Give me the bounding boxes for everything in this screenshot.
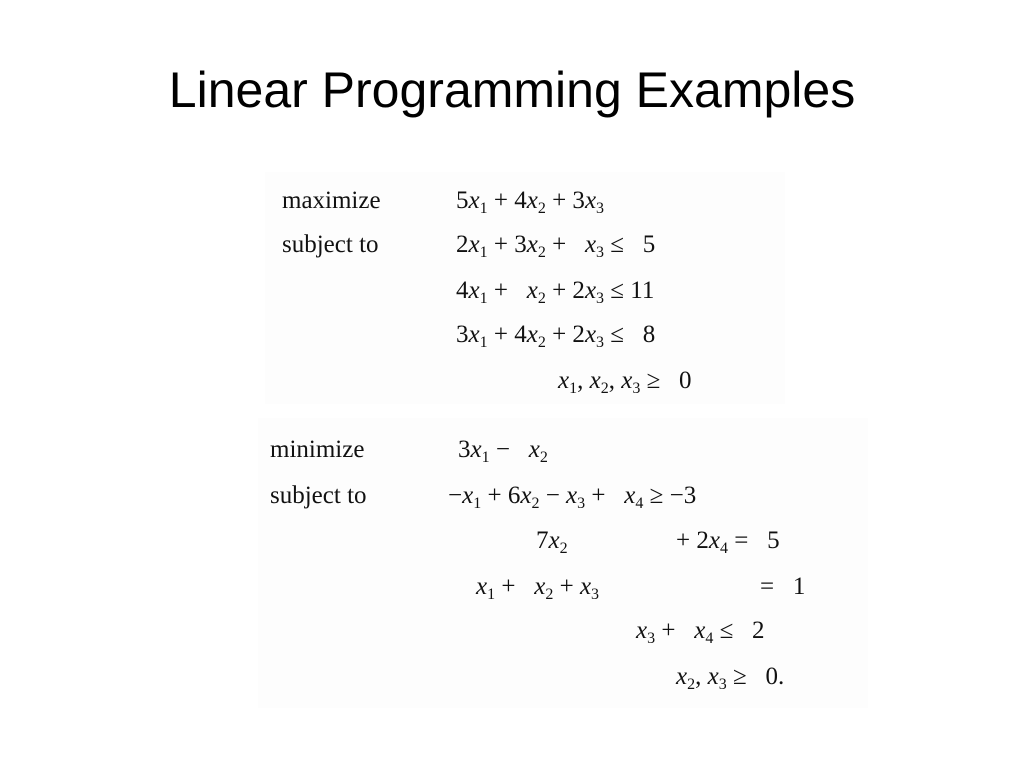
example2-constraint-1: $-x_1 + 6x_2 - x_3 + x_4 \ge -3$ [448, 482, 697, 512]
example1-constraint-3: $3x_1 + 4x_2 + 2x_3 \le 8$ [456, 321, 656, 351]
example2-objective-label: minimize [270, 436, 365, 463]
example2-nonnegativity: $x_2$, $x_3 \ge 0$. [676, 663, 785, 693]
example2-constraint-label: subject to [270, 482, 367, 509]
example1-objective: $5x_1 + 4x_2 + 3x_3$ [456, 187, 605, 217]
example1-objective-label: maximize [282, 187, 381, 214]
example1-constraint-label: subject to [282, 231, 379, 258]
example2-constraint-4: $x_3 + x_4 \le 2$ [636, 617, 765, 647]
example2-constraint-3: $x_1 + x_2 + x_3$ [476, 573, 600, 603]
example1-nonnegativity: $x_1$, $x_2$, $x_3 \ge 0$ [558, 367, 692, 397]
example1-constraint-1: $2x_1 + 3x_2 + x_3 \le 5$ [456, 231, 656, 261]
example2-constraint-3-rhs: = 1 [760, 573, 806, 600]
example1-constraint-2: $4x_1 + x_2 + 2x_3 \le 11$ [456, 277, 655, 307]
example2-constraint-2-rhs: + $2x_4 = 5$ [676, 527, 780, 557]
example2-constraint-2: $7x_2$ [536, 527, 568, 557]
slide-title: Linear Programming Examples [168, 62, 856, 118]
example2-objective: $3x_1 - x_2$ [458, 436, 548, 466]
